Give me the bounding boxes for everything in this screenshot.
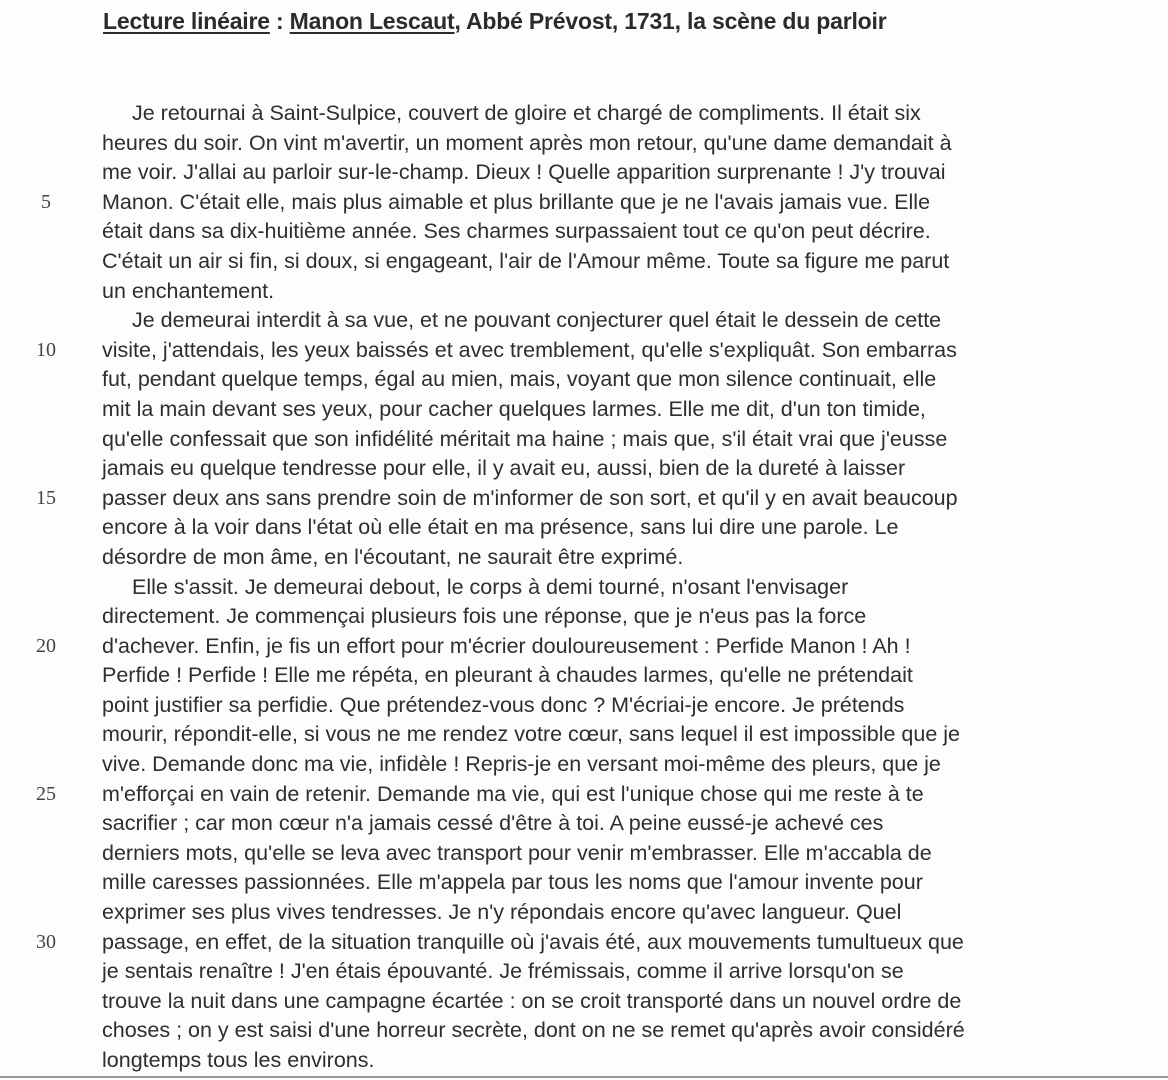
text-line [0, 395, 1168, 425]
text-line [0, 750, 1168, 780]
line-text: encore à la voir dans l'état où elle était en ma présence, sans lui dire une parole. Le [102, 515, 899, 540]
line-number: 25 [36, 782, 56, 805]
text-line [0, 720, 1168, 750]
line-text: derniers mots, qu'elle se leva avec transport pour venir m'embrasser. Elle m'accabla de [102, 840, 932, 865]
line-text: mille caresses passionnées. Elle m'appela par tous les noms que l'amour invente pour [102, 870, 923, 895]
text-line [0, 306, 1168, 336]
line-text: heures du soir. On vint m'avertir, un moment après mon retour, qu'une dame demandait à [102, 130, 952, 155]
text-line [0, 898, 1168, 928]
line-text: mourir, répondit-elle, si vous ne me rendez votre cœur, sans lequel il est impossible que je [102, 722, 961, 747]
line-text: qu'elle confessait que son infidélité méritait ma haine ; mais que, s'il était vrai que j'eusse [102, 426, 948, 451]
line-text: Perfide ! Perfide ! Elle me répéta, en pleurant à chaudes larmes, qu'elle ne prétendait [102, 663, 913, 688]
line-number: 20 [36, 634, 56, 657]
title-details: , Abbé Prévost, 1731, la scène du parloir [454, 8, 887, 34]
text-line [0, 484, 1168, 514]
line-text: d'achever. Enfin, je fis un effort pour m'écrier douloureusement : Perfide Manon ! Ah ! [102, 633, 911, 658]
line-text: visite, j'attendais, les yeux baissés et avec tremblement, qu'elle s'expliquât. Son embarras [102, 337, 957, 362]
text-line [0, 217, 1168, 247]
text-line [0, 691, 1168, 721]
text-line [0, 513, 1168, 543]
text-line [0, 543, 1168, 573]
line-number: 15 [36, 486, 56, 509]
line-text: je sentais renaître ! J'en étais épouvanté. Je frémissais, comme il arrive lorsqu'on se [102, 959, 904, 984]
text-line [0, 99, 1168, 129]
document-title [103, 8, 886, 35]
line-text: exprimer ses plus vives tendresses. Je n'y répondais encore qu'avec langueur. Quel [102, 900, 902, 925]
title-separator: : [269, 8, 290, 34]
text-line [0, 839, 1168, 869]
text-line [0, 957, 1168, 987]
text-body [0, 99, 1168, 1076]
text-line [0, 336, 1168, 366]
line-text: longtemps tous les environs. [102, 1048, 375, 1072]
line-text: C'était un air si fin, si doux, si engageant, l'air de l'Amour même. Toute sa figure me parut [102, 248, 950, 273]
line-text: désordre de mon âme, en l'écoutant, ne saurait être exprimé. [102, 544, 684, 569]
line-text: trouve la nuit dans une campagne écartée : on se croit transporté dans un nouvel ordre de [102, 988, 962, 1013]
text-line [0, 247, 1168, 277]
line-text: vive. Demande donc ma vie, infidèle ! Repris-je en versant moi-même des pleurs, que je [102, 752, 941, 777]
line-text: choses ; on y est saisi d'une horreur secrète, dont on ne se remet qu'après avoir considéré [102, 1018, 965, 1043]
text-line [0, 365, 1168, 395]
line-number: 30 [36, 930, 56, 953]
text-line [0, 188, 1168, 218]
text-line [0, 928, 1168, 958]
line-text: passer deux ans sans prendre soin de m'informer de son sort, et qu'il y en avait beaucoup [102, 485, 958, 510]
line-text: point justifier sa perfidie. Que prétendez-vous donc ? M'écriai-je encore. Je prétends [102, 692, 905, 717]
line-text: Elle s'assit. Je demeurai debout, le corps à demi tourné, n'osant l'envisager [132, 574, 849, 599]
line-text: me voir. J'allai au parloir sur-le-champ. Dieux ! Quelle apparition surprenante ! J'y trouvai [102, 160, 946, 185]
text-line [0, 573, 1168, 603]
line-text: fut, pendant quelque temps, égal au mien, mais, voyant que mon silence continuait, elle [102, 367, 937, 392]
text-line [0, 454, 1168, 484]
line-text: directement. Je commençai plusieurs fois une réponse, que je n'eus pas la force [102, 604, 867, 629]
text-line [0, 809, 1168, 839]
bottom-divider [0, 1076, 1168, 1078]
text-line [0, 1016, 1168, 1046]
text-line [0, 632, 1168, 662]
text-line [0, 661, 1168, 691]
line-text: Je retournai à Saint-Sulpice, couvert de gloire et chargé de compliments. Il était six [132, 101, 921, 125]
text-line [0, 602, 1168, 632]
line-text: jamais eu quelque tendresse pour elle, il y avait eu, aussi, bien de la dureté à laisser [102, 456, 906, 481]
line-text: sacrifier ; car mon cœur n'a jamais cessé d'être à toi. A peine eussé-je achevé ces [102, 811, 884, 836]
line-text: était dans sa dix-huitième année. Ses charmes surpassaient tout ce qu'on peut décrire. [102, 219, 931, 244]
line-number: 5 [41, 190, 51, 213]
line-text: Manon. C'était elle, mais plus aimable et plus brillante que je ne l'avais jamais vue. Elle [102, 189, 931, 214]
title-label: Lecture linéaire [103, 8, 270, 34]
text-line [0, 987, 1168, 1017]
line-text: m'efforçai en vain de retenir. Demande ma vie, qui est l'unique chose qui me reste à te [102, 781, 924, 806]
line-number: 10 [36, 338, 56, 361]
text-line [0, 158, 1168, 188]
text-line [0, 129, 1168, 159]
text-line [0, 780, 1168, 810]
text-line [0, 277, 1168, 307]
title-work: Manon Lescaut [289, 8, 455, 34]
line-text: un enchantement. [102, 278, 275, 303]
text-line [0, 868, 1168, 898]
line-text: mit la main devant ses yeux, pour cacher quelques larmes. Elle me dit, d'un ton timide, [102, 396, 926, 421]
line-text: Je demeurai interdit à sa vue, et ne pouvant conjecturer quel était le dessein de cette [132, 308, 942, 333]
text-line [0, 1046, 1168, 1076]
line-text: passage, en effet, de la situation tranquille où j'avais été, aux mouvements tumultueux que [102, 929, 964, 954]
text-line [0, 425, 1168, 455]
